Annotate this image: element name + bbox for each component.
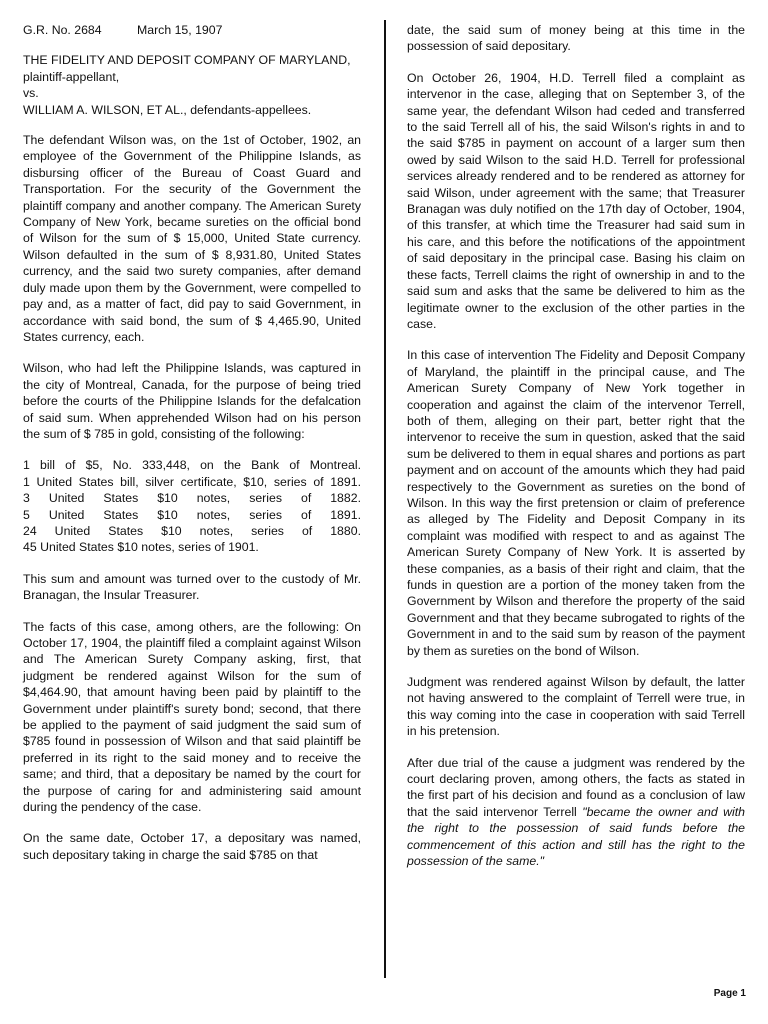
left-column — [23, 22, 361, 878]
quoted-finding: "became the owner and with the right to the possession of said funds before the commencement of this action and still has the right to the possession of the same." — [407, 804, 745, 869]
list-item: 3 United States $10 notes, series of 1882. — [23, 491, 361, 506]
paragraph — [407, 755, 745, 870]
paragraph: This sum and amount was turned over to the custody of Mr. Branagan, the Insular Treasurer. — [23, 571, 361, 603]
column-divider — [384, 20, 386, 978]
versus: vs. — [23, 86, 39, 101]
plaintiff-role: plaintiff-appellant, — [23, 69, 120, 84]
case-date: March 15, 1907 — [137, 23, 223, 37]
paragraph: On the same date, October 17, a depositary was named, such depositary taking in charge the said $785 on that — [23, 831, 361, 862]
case-number: G.R. No. 2684 — [23, 23, 102, 37]
currency-list — [23, 457, 361, 555]
page-number: Page 1 — [713, 988, 746, 999]
list-item: 1 United States bill, silver certificate, $10, series of 1891. — [23, 474, 361, 489]
defendant-name: WILLIAM A. WILSON, ET AL., defendants-appellees. — [23, 102, 312, 117]
paragraph: Wilson, who had left the Philippine Islands, was captured in the city of Montreal, Canada, for the purpose of being tried before the courts of the Philippine Islands for the defalcation of said sum. When apprehended Wilson had on his person the sum of $ 785 in gold, consisting of the following: — [23, 361, 361, 441]
case-header — [23, 22, 361, 38]
list-item: 1 bill of $5, No. 333,448, on the Bank of Montreal. — [23, 458, 361, 473]
paragraph: The facts of this case, among others, are the following: On October 17, 1904, the plaintiff filed a complaint against Wilson and The American Surety Company asking, first, that judgment be rendered against Wilson for the sum of $4,464.90, that amount having been paid by plaintiff to the Government under plaintiff's surety bond; second, that there be applied to the payment of said judgment the said sum of $785 found in possession of Wilson and that said plaintiff be preferred in its right to the said money and to receive the same; and third, that a depositary be named by the court for the purpose of caring for and administering said amount during the pendency of the case. — [23, 619, 361, 815]
paragraph: date, the said sum of money being at this time in the possession of said depositary. — [407, 23, 745, 54]
plaintiff-name: THE FIDELITY AND DEPOSIT COMPANY OF MARYLAND, — [23, 53, 351, 68]
right-column — [407, 22, 745, 885]
list-item: 5 United States $10 notes, series of 1891. — [23, 507, 361, 522]
case-parties — [23, 52, 361, 118]
list-item: 45 United States $10 notes, series of 1901. — [23, 540, 259, 555]
paragraph: In this case of intervention The Fidelity and Deposit Company of Maryland, the plaintiff in the principal cause, and The American Surety Company of New York together in cooperation and against the claim of the intervenor Terrell, both of them, alleging on their part, better right that the intervenor to receive the sum in question, asked that the said sum be delivered to them in equal shares and portions as part payment and on account of the amounts which they had paid respectively to the Government as sureties on the bond of Wilson. In this way the first pretension or claim of preference as alleged by The Fidelity and Deposit Company in its complaint was modified with respect to and as against The American Surety Company of New York. It is asserted by these companies, as a basis of their right and claim, that the funds in question are a portion of the money taken from the Government by Wilson and therefore the property of the said Government and that they became subrogated to rights of the Government in and to the said sum by reason of the payment by them as sureties on the bond of Wilson. — [407, 348, 745, 658]
paragraph-text: After due trial of the cause a judgment was rendered by the court declaring proven, among others, the facts as stated in the first part of his decision and found as a conclusion of law that the said intervenor Terrell — [407, 755, 745, 819]
list-item: 24 United States $10 notes, series of 1880. — [23, 523, 361, 538]
paragraph: Judgment was rendered against Wilson by default, the latter not having answered to the complaint of Terrell were true, in this way coming into the case in cooperation with said Terrell in his pretension. — [407, 675, 745, 739]
paragraph: The defendant Wilson was, on the 1st of October, 1902, an employee of the Government of the Philippine Islands, as disbursing officer of the Bureau of Coast Guard and Transportation. For the security of the Government the plaintiff company and another company. The American Surety Company of New York, became sureties on the official bond of Wilson for the sum of $ 15,000, United State currency. Wilson defaulted in the sum of $ 8,931.80, United States currency, and the said two surety companies, after demand duly made upon them by the Government, were compelled to pay and, as a matter of fact, did pay to said Government, in accordance with said bond, the sum of $ 4,465.90, United States currency, each. — [23, 133, 361, 344]
paragraph: On October 26, 1904, H.D. Terrell filed a complaint as intervenor in the case, alleging that on September 3, of the same year, the defendant Wilson had ceded and transferred to the said Terrell all of his, the said Wilson's rights in and to the said $785 in payment on account of a larger sum then owed by said Wilson to the said H.D. Terrell for professional services already rendered and to be rendered as attorney for said Wilson, under agreement with the same; that Treasurer Branagan was duly notified on the 17th day of October, 1904, of this transfer, at which time the Treasurer had said sum in his care, and this before the notifications of the appointment of said depositary in the principal case. Basing his claim on these facts, Terrell claims the right of ownership in and to the said sum and asks that the same be delivered to him as the legitimate owner to the exclusion of the other parties in the case. — [407, 70, 745, 331]
case-number-line — [23, 22, 361, 38]
